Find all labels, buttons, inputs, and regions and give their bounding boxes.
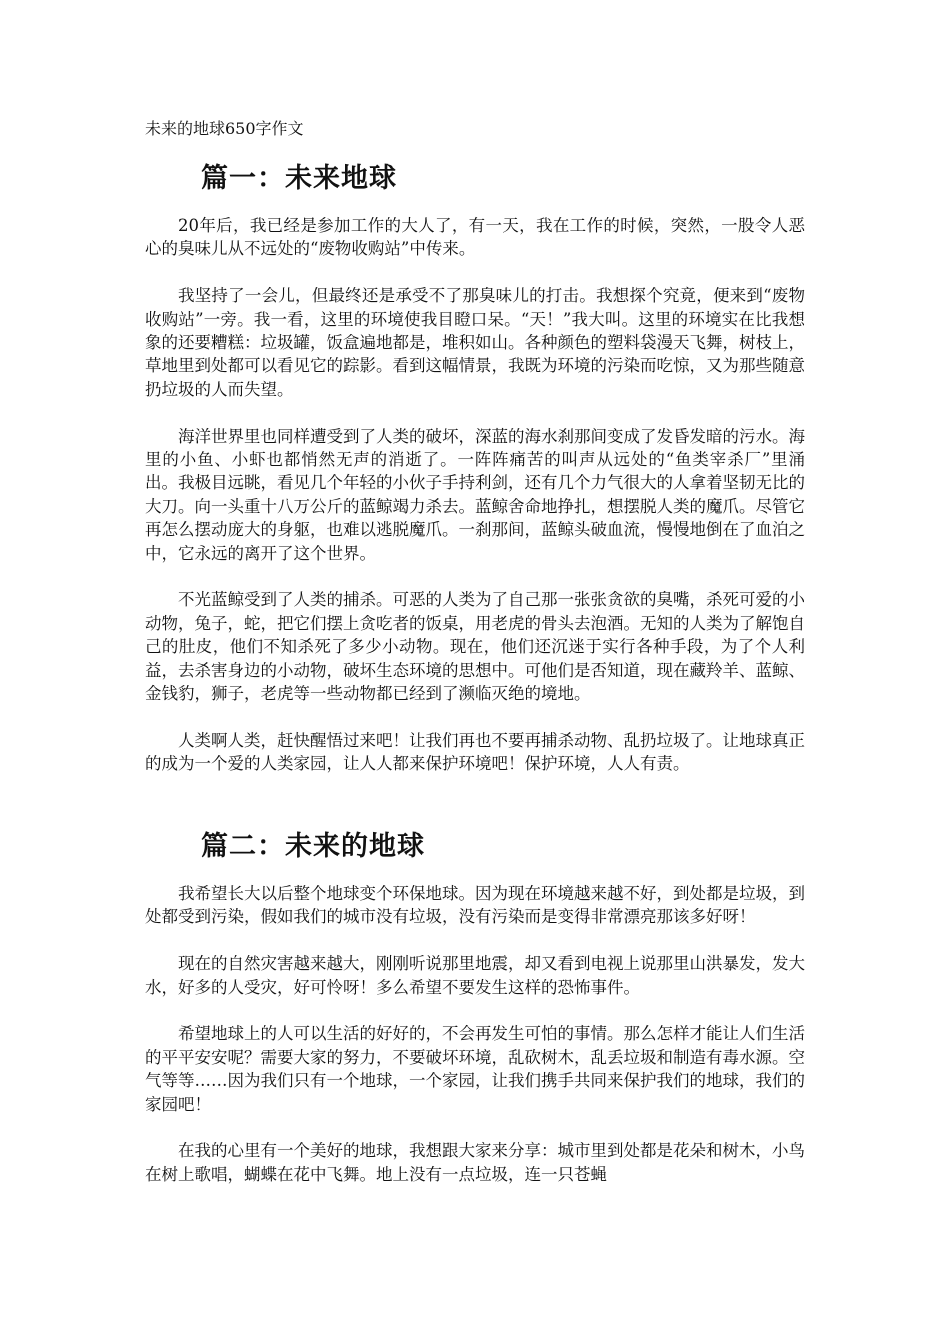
paragraph: 希望地球上的人可以生活的好好的，不会再发生可怕的事情。那么怎样才能让人们生活的平平安安呢？需要大家的努力，不要破坏环境，乱砍树木，乱丢垃圾和制造有毒水源。空气等等……因为我们只有一个地球，一个家园，让我们携手共同来保护我们的地球，我们的家园吧！ [145, 1024, 805, 1114]
paragraph: 现在的自然灾害越来越大，刚刚听说那里地震，却又看到电视上说那里山洪暴发，发大水，好多的人受灾，好可怜呀！多么希望不要发生这样的恐怖事件。 [145, 954, 805, 997]
paragraph: 人类啊人类，赶快醒悟过来吧！让我们再也不要再捕杀动物、乱扔垃圾了。让地球真正的成为一个爱的人类家园，让人人都来保护环境吧！保护环境，人人有责。 [145, 730, 805, 774]
paragraph: 20年后，我已经是参加工作的大人了，有一天，我在工作的时候，突然，一股令人恶心的臭味儿从不远处的“废物收购站”中传来。 [145, 216, 805, 259]
section-2-body [145, 882, 805, 1186]
paragraph: 不光蓝鲸受到了人类的捕杀。可恶的人类为了自己那一张张贪欲的臭嘴，杀死可爱的小动物，兔子，蛇，把它们摆上贪吃者的饭桌，用老虎的骨头去泡酒。无知的人类为了解饱自己的肚皮，他们不知杀死了多少小动物。现在，他们还沉迷于实行各种手段，为了个人利益，去杀害身边的小动物，破坏生态环境的思想中。可他们是否知道，现在藏羚羊、蓝鲸、金钱豹，狮子，老虎等一些动物都已经到了濒临灭绝的境地。 [145, 590, 805, 704]
section-heading-2: 篇二：未来的地球 [201, 831, 425, 862]
document-title: 未来的地球650字作文 [145, 119, 304, 138]
section-heading-1: 篇一：未来地球 [201, 163, 397, 194]
paragraph: 我希望长大以后整个地球变个环保地球。因为现在环境越来越不好，到处都是垃圾，到处都受到污染，假如我们的城市没有垃圾，没有污染而是变得非常漂亮那该多好呀！ [145, 884, 805, 927]
section-1-body [145, 214, 805, 776]
paragraph: 我坚持了一会儿，但最终还是承受不了那臭味儿的打击。我想探个究竟，便来到“废物收购站”一旁。我一看，这里的环境使我目瞪口呆。“天！”我大叫。这里的环境实在比我想象的还要糟糕：垃圾罐，饭盒遍地都是，堆积如山。各种颜色的塑料袋漫天飞舞，树枝上，草地里到处都可以看见它的踪影。看到这幅情景，我既为环境的污染而吃惊，又为那些随意扔垃圾的人而失望。 [145, 286, 805, 399]
paragraph: 海洋世界里也同样遭受到了人类的破坏，深蓝的海水刹那间变成了发昏发暗的污水。海里的小鱼、小虾也都悄然无声的消逝了。一阵阵痛苦的叫声从远处的“鱼类宰杀厂”里涌出。我极目远眺，看见几个年轻的小伙子手持利剑，还有几个力气很大的人拿着坚韧无比的大刀。向一头重十八万公斤的蓝鲸竭力杀去。蓝鲸舍命地挣扎，想摆脱人类的魔爪。尽管它再怎么摆动庞大的身躯，也难以逃脱魔爪。一刹那间，蓝鲸头破血流，慢慢地倒在了血泊之中，它永远的离开了这个世界。 [145, 426, 805, 563]
paragraph: 在我的心里有一个美好的地球，我想跟大家来分享：城市里到处都是花朵和树木，小鸟在树上歌唱，蝴蝶在花中飞舞。地上没有一点垃圾，连一只苍蝇 [145, 1141, 805, 1184]
